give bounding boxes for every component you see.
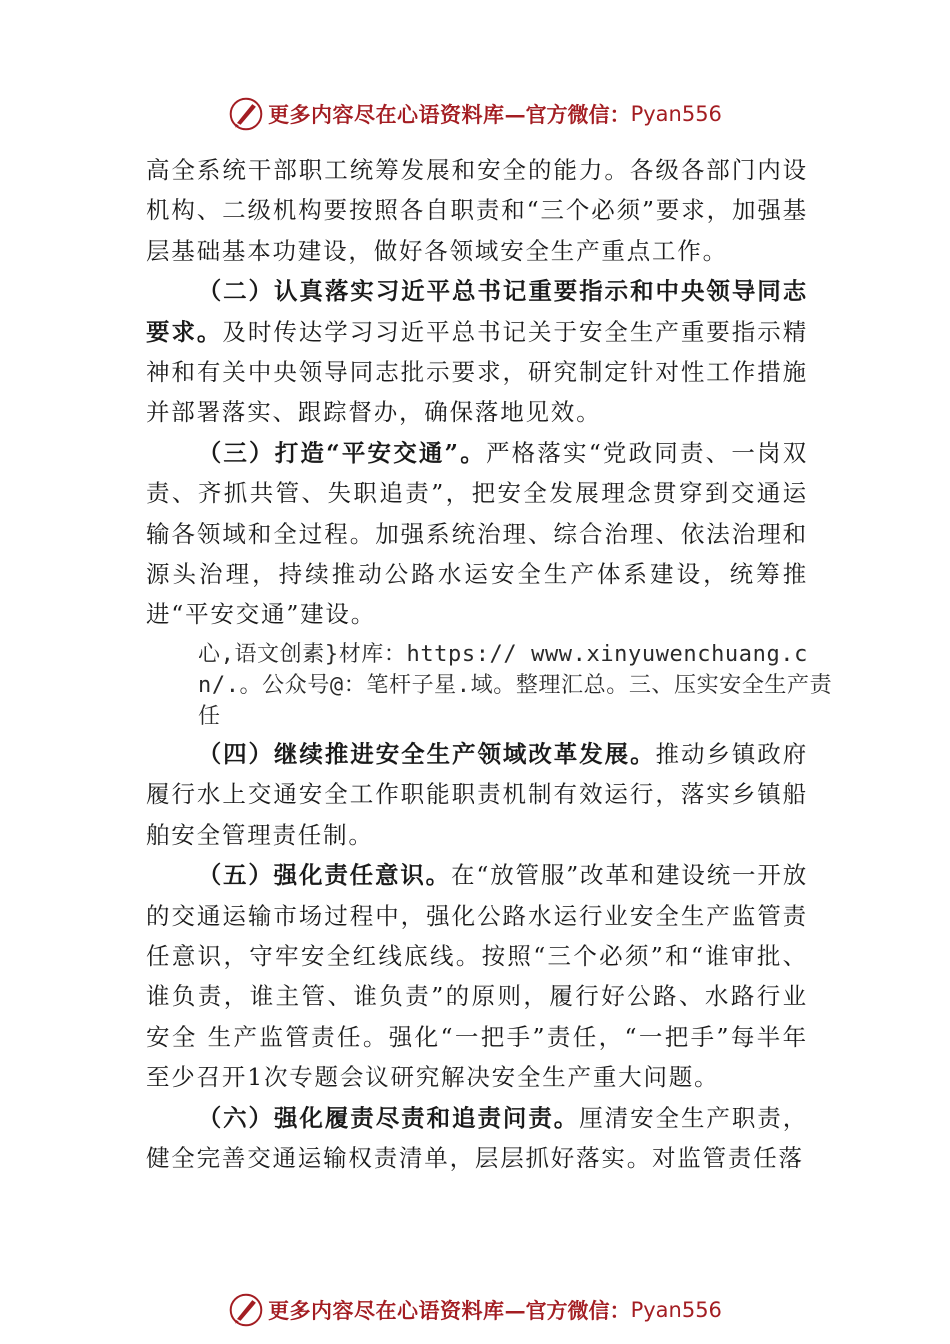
source-note: 心,语文创素}材库：https:// www.xinyuwenchuang.cn/.。公众号@：笔杆子星.域。整理汇总。三、压实安全生产责任	[198, 641, 833, 729]
paragraph-6-heading: （六）强化履责尽责和追责问责。	[197, 1103, 580, 1132]
footer-banner	[0, 1290, 950, 1330]
paragraph-5-heading: （五）强化责任意识。	[197, 861, 452, 890]
paragraph-4-body: 推动乡镇政府履行水上交通安全工作职能职责机制有效运行，落实乡镇船舶安全管理责任制。	[146, 739, 808, 849]
paragraph-3	[146, 433, 808, 635]
banner-wechat-label: 官方微信：	[525, 1298, 631, 1323]
banner-wechat-label: 官方微信：	[525, 102, 631, 127]
paragraph-3-body: 严格落实“党政同责、一岗双责、齐抓共管、失职追责”，把安全发展理念贯穿到交通运输各领域和全过程。加强系统治理、综合治理、依法治理和源头治理，持续推动公路水运安全生产体系建设，统筹推进“平安交通”建设。	[146, 438, 808, 629]
quill-pen-logo-icon	[228, 1292, 264, 1328]
banner-text: 更多内容尽在心语资料库	[268, 102, 505, 127]
paragraph-6-body: 厘清安全生产职责，健全完善交通运输权责清单，层层抓好落实。对监管责任落	[146, 1103, 809, 1172]
paragraph-continued: 高全系统干部职工统筹发展和安全的能力。各级各部门内设机构、二级机构要按照各自职责和“三个必须”要求，加强基层基础基本功建设，做好各领域安全生产重点工作。	[146, 156, 808, 265]
paragraph-2	[146, 271, 808, 433]
paragraph-6	[146, 1098, 808, 1179]
paragraph-2-body: 及时传达学习习近平总书记关于安全生产重要指示精神和有关中央领导同志批示要求，研究制定针对性工作措施并部署落实、跟踪督办，确保落地见效。	[146, 317, 808, 427]
quill-pen-logo-icon	[228, 96, 264, 132]
paragraph-4-heading: （四）继续推进安全生产领域改革发展。	[197, 739, 656, 768]
banner-dash: —	[504, 101, 526, 127]
banner-dash: —	[504, 1297, 526, 1323]
paragraph-5	[146, 855, 808, 1097]
paragraph-2-heading: （二）认真落实习近平总书记重要指示和中央领导同志要求。	[146, 277, 808, 346]
header-banner	[0, 94, 950, 134]
banner-wechat-id: Pyan556	[630, 1298, 722, 1322]
paragraph-5-body: 在“放管服”改革和建设统一开放的交通运输市场过程中，强化公路水运行业安全生产监管责任意识，守牢安全红线底线。按照“三个必须”和“谁审批、谁负责，谁主管、谁负责”的原则，履行好公路、水路行业安全 生产监管责任。强化“一把手”责任，“一把手”每半年至少召开1次专题会议研究解决安全生产重大问题。	[146, 861, 808, 1092]
paragraph-3-heading: （三）打造“平安交通”。	[197, 438, 486, 467]
document-body	[146, 150, 833, 1178]
banner-text: 更多内容尽在心语资料库	[268, 1298, 505, 1323]
paragraph-4	[146, 734, 808, 855]
banner-wechat-id: Pyan556	[630, 102, 722, 126]
